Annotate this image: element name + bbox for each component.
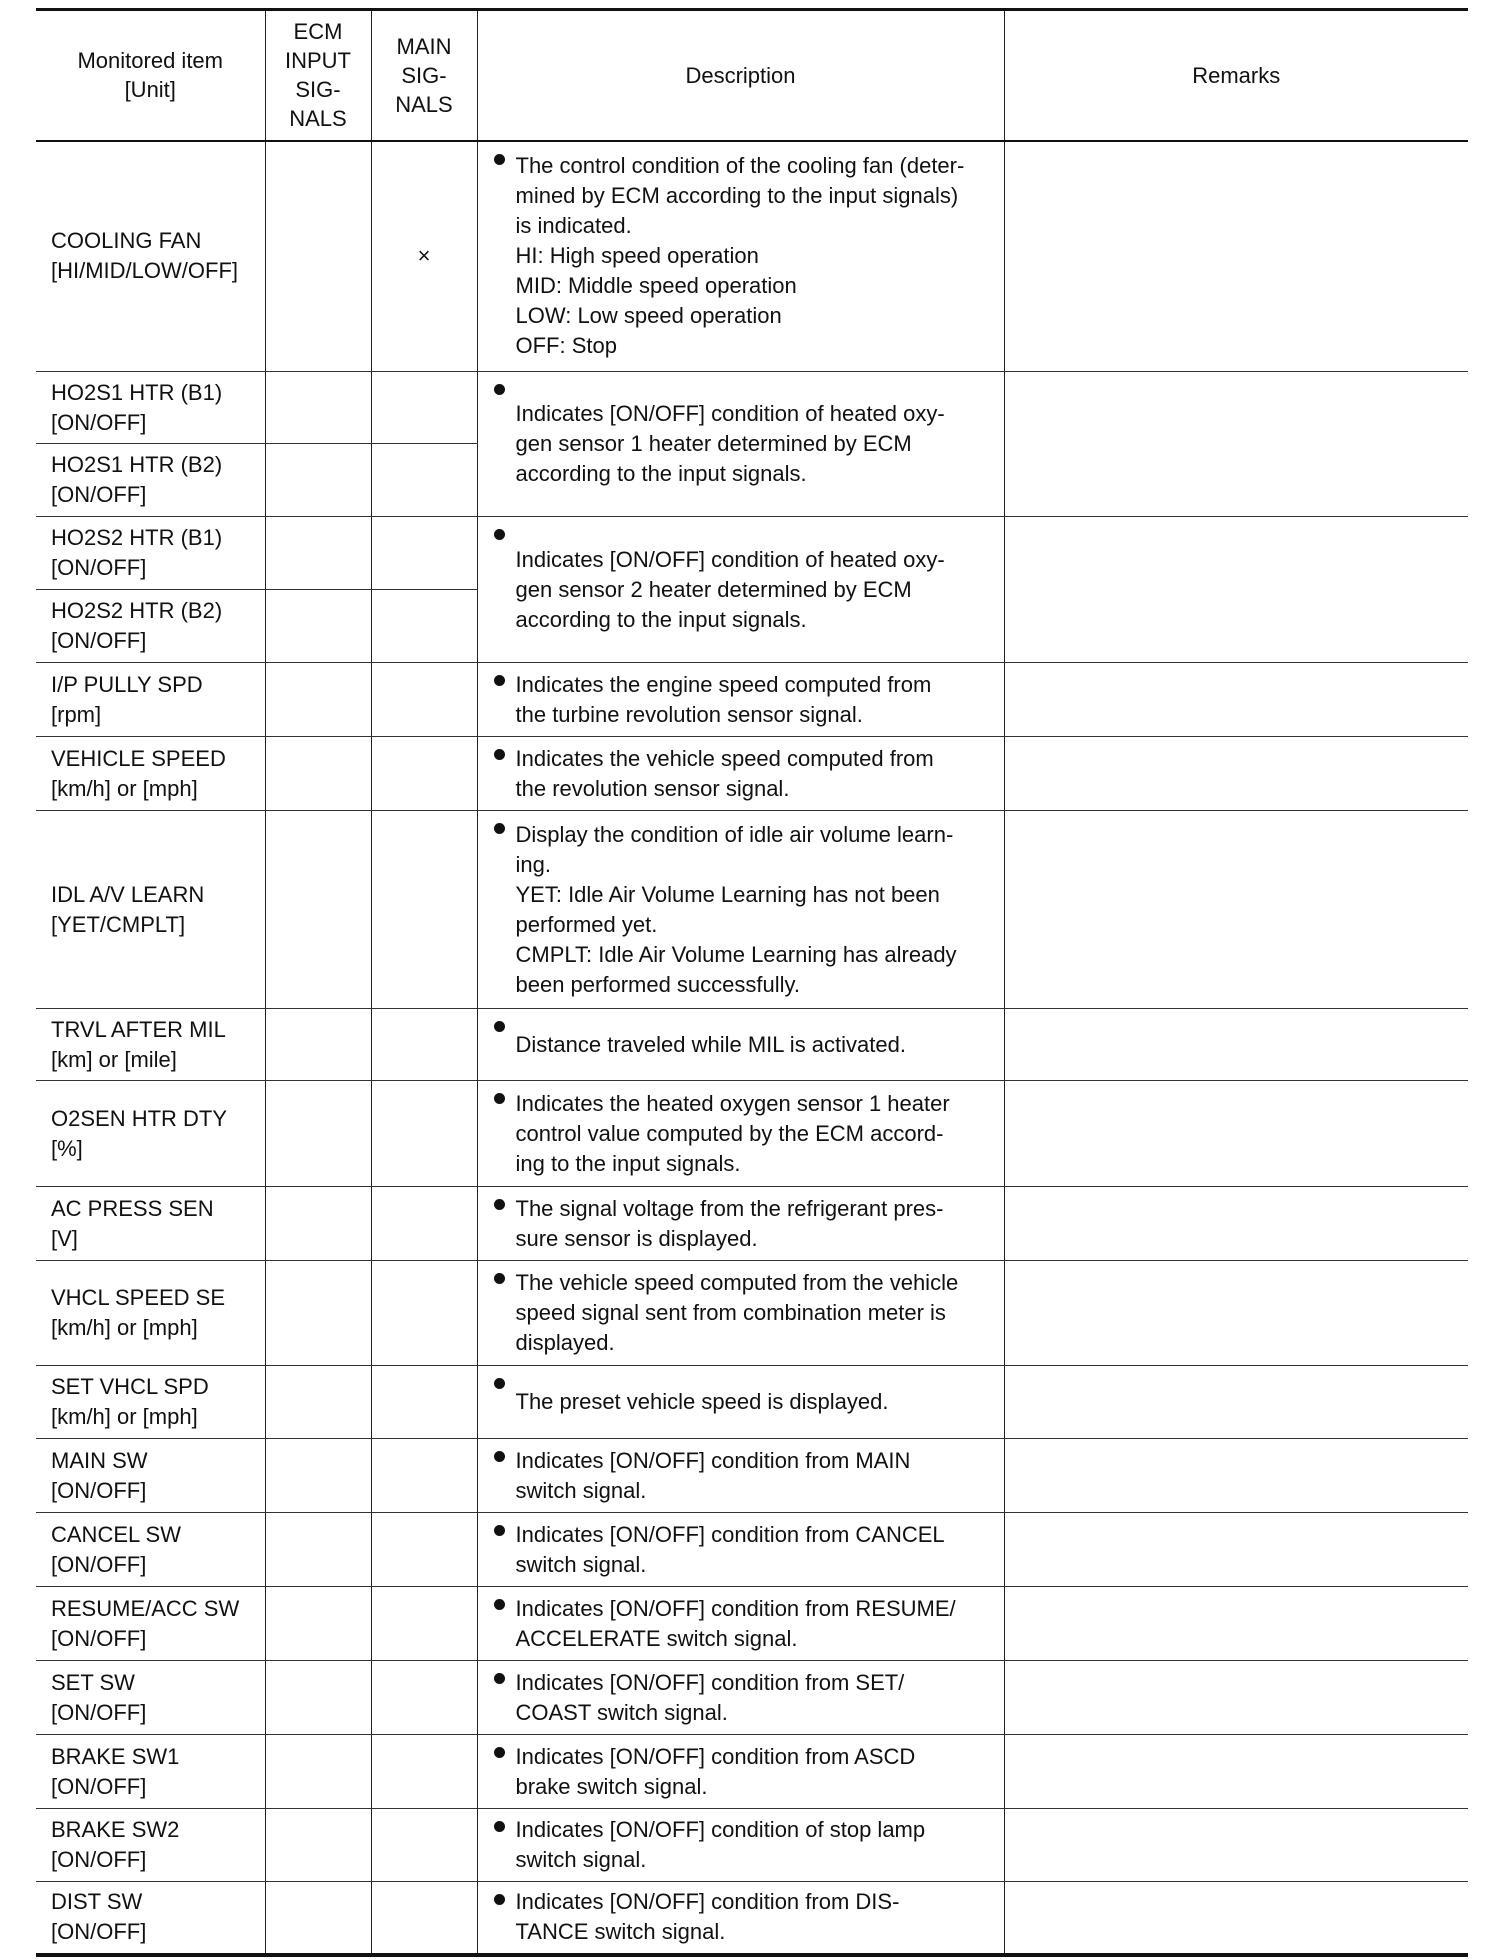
main-signal-cell xyxy=(371,737,477,811)
description-line: Indicates [ON/OFF] condition from ASCD xyxy=(515,1743,916,1769)
ecm-input-signal-cell xyxy=(265,517,371,590)
item-name: HO2S2 HTR (B1) xyxy=(51,525,223,550)
item-name: VHCL SPEED SE xyxy=(51,1285,226,1310)
header-description: Description xyxy=(477,10,1004,141)
main-signal-cell xyxy=(371,1366,477,1439)
item-unit: [rpm] xyxy=(51,701,102,727)
ecm-input-signal-cell xyxy=(265,1366,371,1439)
description-line: Indicates the engine speed computed from xyxy=(515,671,932,697)
header-monitored-item xyxy=(36,10,265,141)
description-line: HI: High speed operation xyxy=(515,243,759,269)
main-signal-cell xyxy=(371,517,477,590)
monitored-item-cell xyxy=(36,1261,265,1366)
header-text: NALS xyxy=(289,106,347,132)
remarks-cell xyxy=(1004,372,1468,517)
remarks-cell xyxy=(1004,663,1468,737)
description-line: OFF: Stop xyxy=(515,333,617,359)
description-line: Indicates [ON/OFF] condition from RESUME/ xyxy=(515,1595,956,1621)
main-signal-cell xyxy=(371,1882,477,1955)
description-line: control value computed by the ECM accord- xyxy=(515,1120,944,1146)
main-signal-cell: × xyxy=(371,141,477,372)
ecm-input-signal-cell xyxy=(265,1809,371,1882)
description-line: ing to the input signals. xyxy=(515,1150,741,1176)
description-line: ing. xyxy=(515,851,551,877)
monitored-item-cell xyxy=(36,1439,265,1513)
description-line: switch signal. xyxy=(515,1551,647,1577)
remarks-cell xyxy=(1004,1882,1468,1955)
monitored-item-cell xyxy=(36,1366,265,1439)
description-cell xyxy=(477,517,1004,663)
item-name: RESUME/ACC SW xyxy=(51,1595,240,1621)
table-row xyxy=(36,1735,1468,1809)
ecm-input-signal-cell xyxy=(265,663,371,737)
bullet-icon xyxy=(494,749,505,760)
monitored-item-cell xyxy=(36,517,265,590)
description-line: LOW: Low speed operation xyxy=(515,303,782,329)
ecm-input-signal-cell xyxy=(265,1735,371,1809)
table-row xyxy=(36,1661,1468,1735)
main-signal-cell xyxy=(371,590,477,663)
description-line: mined by ECM according to the input signals) xyxy=(515,183,959,209)
item-name: HO2S1 HTR (B2) xyxy=(51,452,223,477)
remarks-cell xyxy=(1004,1187,1468,1261)
main-signal-cell xyxy=(371,1009,477,1081)
table-row xyxy=(36,811,1468,1009)
bullet-icon xyxy=(494,1894,505,1905)
description-line: switch signal. xyxy=(515,1847,647,1872)
description-line: Indicates [ON/OFF] condition from CANCEL xyxy=(515,1521,945,1547)
description-cell xyxy=(477,811,1004,1009)
item-unit: [ON/OFF] xyxy=(51,628,147,653)
bullet-icon xyxy=(494,1199,505,1210)
remarks-cell xyxy=(1004,1081,1468,1187)
description-cell xyxy=(477,1513,1004,1587)
description-line: ACCELERATE switch signal. xyxy=(515,1625,798,1651)
header-row xyxy=(36,10,1468,141)
header-text: [Unit] xyxy=(124,77,176,103)
table-row xyxy=(36,1009,1468,1081)
monitored-item-cell xyxy=(36,1735,265,1809)
item-name: HO2S2 HTR (B2) xyxy=(51,598,223,623)
item-name: MAIN SW xyxy=(51,1447,148,1473)
table-row xyxy=(36,141,1468,372)
table-row xyxy=(36,1081,1468,1187)
remarks-cell xyxy=(1004,1366,1468,1439)
header-remarks: Remarks xyxy=(1004,10,1468,141)
description-cell xyxy=(477,1009,1004,1081)
header-main-signals xyxy=(371,10,477,141)
description-cell xyxy=(477,141,1004,372)
bullet-icon xyxy=(494,154,505,165)
remarks-cell xyxy=(1004,141,1468,372)
description-cell xyxy=(477,1735,1004,1809)
ecm-input-signal-cell xyxy=(265,811,371,1009)
item-name: BRAKE SW2 xyxy=(51,1817,180,1842)
header-text: SIG- xyxy=(401,62,447,88)
item-unit: [ON/OFF] xyxy=(51,555,147,580)
bullet-icon xyxy=(494,1673,505,1684)
header-text: Monitored item xyxy=(77,48,223,74)
monitored-item-cell xyxy=(36,1809,265,1882)
header-text: SIG- xyxy=(295,77,341,103)
monitored-item-cell xyxy=(36,811,265,1009)
description-cell xyxy=(477,372,1004,517)
description-line: Distance traveled while MIL is activated. xyxy=(515,1031,906,1057)
monitored-item-cell xyxy=(36,1513,265,1587)
description-line: Indicates [ON/OFF] condition of stop lamp xyxy=(515,1817,926,1842)
description-line: CMPLT: Idle Air Volume Learning has already xyxy=(515,941,957,967)
table-row xyxy=(36,517,1468,590)
bullet-icon xyxy=(494,1451,505,1462)
item-unit: [V] xyxy=(51,1225,78,1251)
remarks-cell xyxy=(1004,517,1468,663)
header-text: INPUT xyxy=(285,48,351,74)
remarks-cell xyxy=(1004,811,1468,1009)
description-line: Indicates [ON/OFF] condition of heated oxy- xyxy=(515,546,945,572)
monitored-item-cell xyxy=(36,1081,265,1187)
description-line: COAST switch signal. xyxy=(515,1699,728,1725)
main-signal-cell xyxy=(371,1809,477,1882)
ecm-input-signal-cell xyxy=(265,1187,371,1261)
monitored-item-cell xyxy=(36,1009,265,1081)
description-line: is indicated. xyxy=(515,213,632,239)
description-line: Indicates [ON/OFF] condition from MAIN xyxy=(515,1447,911,1473)
ecm-input-signal-cell xyxy=(265,372,371,444)
monitored-item-cell xyxy=(36,444,265,517)
item-name: SET SW xyxy=(51,1669,135,1695)
ecm-input-signal-cell xyxy=(265,141,371,372)
description-cell xyxy=(477,1661,1004,1735)
item-unit: [ON/OFF] xyxy=(51,1919,147,1945)
bullet-icon xyxy=(494,1747,505,1758)
item-unit: [ON/OFF] xyxy=(51,1551,147,1577)
item-unit: [ON/OFF] xyxy=(51,409,147,435)
description-line: switch signal. xyxy=(515,1477,647,1503)
table-row xyxy=(36,1366,1468,1439)
description-line: sure sensor is displayed. xyxy=(515,1225,758,1251)
ecm-input-signal-cell xyxy=(265,1513,371,1587)
item-unit: [YET/CMPLT] xyxy=(51,911,186,937)
description-line: gen sensor 2 heater determined by ECM xyxy=(515,576,912,602)
main-signal-cell xyxy=(371,1587,477,1661)
item-name: AC PRESS SEN xyxy=(51,1195,214,1221)
bullet-icon xyxy=(494,1378,505,1389)
header-text: NALS xyxy=(395,91,453,117)
description-line: the turbine revolution sensor signal. xyxy=(515,701,863,727)
item-unit: [ON/OFF] xyxy=(51,1699,147,1725)
monitored-item-cell xyxy=(36,1587,265,1661)
bullet-icon xyxy=(494,529,505,540)
description-line: been performed successfully. xyxy=(515,971,801,997)
bullet-icon xyxy=(494,1599,505,1610)
item-name: SET VHCL SPD xyxy=(51,1374,209,1399)
ecm-input-signal-cell xyxy=(265,1882,371,1955)
main-signal-cell xyxy=(371,811,477,1009)
item-name: COOLING FAN xyxy=(51,228,202,254)
description-line: Indicates [ON/OFF] condition from SET/ xyxy=(515,1669,905,1695)
item-name: VEHICLE SPEED xyxy=(51,745,226,771)
description-cell xyxy=(477,737,1004,811)
ecm-input-signal-cell xyxy=(265,444,371,517)
item-name: DIST SW xyxy=(51,1889,143,1915)
monitored-item-cell xyxy=(36,1882,265,1955)
bullet-icon xyxy=(494,1525,505,1536)
ecm-input-signal-cell xyxy=(265,1661,371,1735)
table-row xyxy=(36,1261,1468,1366)
item-unit: [km/h] or [mph] xyxy=(51,775,198,801)
description-cell xyxy=(477,1882,1004,1955)
main-signal-cell xyxy=(371,663,477,737)
monitored-item-cell xyxy=(36,141,265,372)
table-row xyxy=(36,737,1468,811)
item-unit: [HI/MID/LOW/OFF] xyxy=(51,258,238,284)
main-signal-cell xyxy=(371,1513,477,1587)
remarks-cell xyxy=(1004,1809,1468,1882)
description-line: gen sensor 1 heater determined by ECM xyxy=(515,431,912,456)
description-cell xyxy=(477,1439,1004,1513)
description-line: Indicates the heated oxygen sensor 1 heater xyxy=(515,1090,950,1116)
description-line: MID: Middle speed operation xyxy=(515,273,797,299)
description-line: Indicates [ON/OFF] condition of heated oxy- xyxy=(515,401,945,426)
bullet-icon xyxy=(494,675,505,686)
description-line: brake switch signal. xyxy=(515,1773,708,1799)
main-signal-cell xyxy=(371,1735,477,1809)
bullet-icon xyxy=(494,1093,505,1104)
item-unit: [ON/OFF] xyxy=(51,1847,147,1872)
description-line: performed yet. xyxy=(515,911,658,937)
description-line: TANCE switch signal. xyxy=(515,1919,726,1945)
remarks-cell xyxy=(1004,1661,1468,1735)
main-signal-cell xyxy=(371,1661,477,1735)
monitor-item-table xyxy=(36,8,1468,1957)
header-ecm-input-signals xyxy=(265,10,371,141)
remarks-cell xyxy=(1004,1439,1468,1513)
monitored-item-cell xyxy=(36,737,265,811)
main-signal-cell xyxy=(371,444,477,517)
description-line: YET: Idle Air Volume Learning has not been xyxy=(515,881,940,907)
remarks-cell xyxy=(1004,737,1468,811)
bullet-icon xyxy=(494,1821,505,1832)
item-unit: [ON/OFF] xyxy=(51,1773,147,1799)
header-text: MAIN xyxy=(396,33,452,59)
ecm-input-signal-cell xyxy=(265,1081,371,1187)
remarks-cell xyxy=(1004,1513,1468,1587)
description-cell xyxy=(477,1081,1004,1187)
item-unit: [ON/OFF] xyxy=(51,1477,147,1503)
ecm-input-signal-cell xyxy=(265,1439,371,1513)
description-line: Indicates [ON/OFF] condition from DIS- xyxy=(515,1889,900,1915)
table-row xyxy=(36,1439,1468,1513)
item-name: HO2S1 HTR (B1) xyxy=(51,379,223,405)
description-line: according to the input signals. xyxy=(515,461,807,486)
item-unit: [km/h] or [mph] xyxy=(51,1315,198,1340)
main-signal-cell xyxy=(371,372,477,444)
description-cell xyxy=(477,1261,1004,1366)
description-line: speed signal sent from combination meter is xyxy=(515,1300,946,1325)
description-line: The control condition of the cooling fan (deter- xyxy=(515,153,965,179)
description-cell xyxy=(477,1187,1004,1261)
description-line: displayed. xyxy=(515,1330,615,1355)
item-unit: [km] or [mile] xyxy=(51,1046,177,1072)
table-row xyxy=(36,372,1468,444)
description-cell xyxy=(477,1366,1004,1439)
monitored-item-cell xyxy=(36,663,265,737)
table-row xyxy=(36,1809,1468,1882)
description-line: the revolution sensor signal. xyxy=(515,775,790,801)
description-cell xyxy=(477,663,1004,737)
description-line: The signal voltage from the refrigerant pres- xyxy=(515,1195,944,1221)
description-line: according to the input signals. xyxy=(515,606,807,632)
table-row xyxy=(36,1513,1468,1587)
item-unit: [ON/OFF] xyxy=(51,1625,147,1651)
description-cell xyxy=(477,1809,1004,1882)
description-line: The vehicle speed computed from the vehicle xyxy=(515,1270,959,1295)
main-signal-cell xyxy=(371,1261,477,1366)
item-name: IDL A/V LEARN xyxy=(51,881,205,907)
bullet-icon xyxy=(494,1273,505,1284)
monitored-item-cell xyxy=(36,1661,265,1735)
table-row xyxy=(36,1187,1468,1261)
item-name: CANCEL SW xyxy=(51,1521,181,1547)
ecm-input-signal-cell xyxy=(265,737,371,811)
ecm-input-signal-cell xyxy=(265,1009,371,1081)
bullet-icon xyxy=(494,384,505,395)
ecm-input-signal-cell xyxy=(265,1587,371,1661)
item-name: I/P PULLY SPD xyxy=(51,671,203,697)
item-name: TRVL AFTER MIL xyxy=(51,1016,226,1042)
table-row xyxy=(36,1587,1468,1661)
table-row xyxy=(36,1882,1468,1955)
description-line: Display the condition of idle air volume learn- xyxy=(515,821,954,847)
item-unit: [km/h] or [mph] xyxy=(51,1404,198,1429)
item-name: O2SEN HTR DTY xyxy=(51,1105,228,1131)
main-signal-cell xyxy=(371,1081,477,1187)
ecm-input-signal-cell xyxy=(265,1261,371,1366)
remarks-cell xyxy=(1004,1009,1468,1081)
description-line: The preset vehicle speed is displayed. xyxy=(515,1389,889,1414)
description-cell xyxy=(477,1587,1004,1661)
table-row xyxy=(36,663,1468,737)
table-body xyxy=(36,141,1468,1955)
item-unit: [%] xyxy=(51,1135,83,1161)
item-unit: [ON/OFF] xyxy=(51,482,147,507)
ecm-input-signal-cell xyxy=(265,590,371,663)
main-signal-cell xyxy=(371,1187,477,1261)
remarks-cell xyxy=(1004,1261,1468,1366)
monitored-item-cell xyxy=(36,372,265,444)
description-line: Indicates the vehicle speed computed from xyxy=(515,745,934,771)
monitored-item-cell xyxy=(36,1187,265,1261)
header-text: ECM xyxy=(293,19,343,45)
monitored-item-cell xyxy=(36,590,265,663)
item-name: BRAKE SW1 xyxy=(51,1743,180,1769)
main-signal-cell xyxy=(371,1439,477,1513)
remarks-cell xyxy=(1004,1587,1468,1661)
bullet-icon xyxy=(494,823,505,834)
bullet-icon xyxy=(494,1021,505,1032)
remarks-cell xyxy=(1004,1735,1468,1809)
